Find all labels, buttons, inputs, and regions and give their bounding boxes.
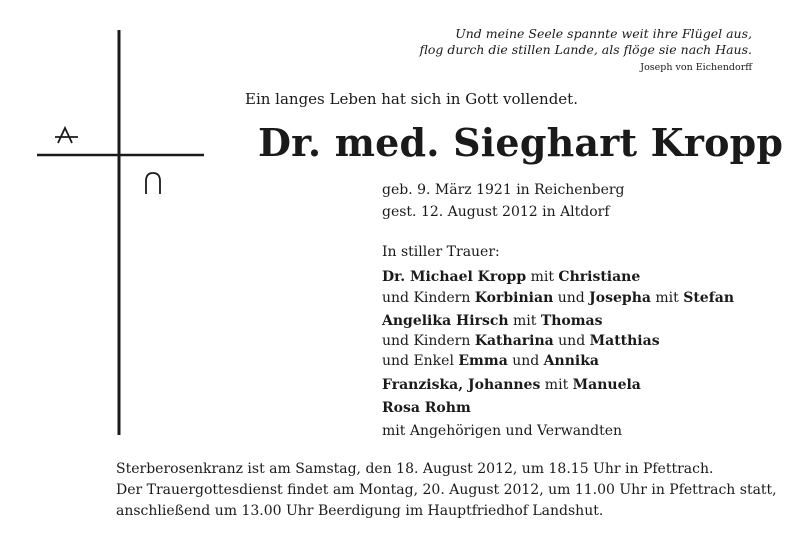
quote-author: Joseph von Eichendorff (640, 62, 752, 73)
intro-line: Ein langes Leben hat sich in Gott vollendet. (245, 90, 578, 108)
mourner-line-4: und Kindern Katharina und Matthias (382, 333, 660, 349)
mourner-line-7: Rosa Rohm (382, 400, 471, 416)
death-info: gest. 12. August 2012 in Altdorf (382, 204, 610, 220)
alpha-symbol (55, 128, 78, 143)
mourner-line-2: und Kindern Korbinian und Josepha mit Stefan (382, 290, 734, 306)
footer-line-2: Der Trauergottesdienst findet am Montag, 20. August 2012, um 11.00 Uhr in Pfettrach statt, (116, 482, 777, 498)
birth-info: geb. 9. März 1921 in Reichenberg (382, 182, 625, 198)
omega-symbol (146, 173, 160, 194)
mourner-relatives: mit Angehörigen und Verwandten (382, 423, 623, 439)
footer-line-3: anschließend um 13.00 Uhr Beerdigung im Hauptfriedhof Landshut. (116, 503, 604, 519)
quote-line-2: flog durch die stillen Lande, als flöge sie nach Haus. (419, 42, 752, 57)
mourner-line-6: Franziska, Johannes mit Manuela (382, 377, 641, 393)
deceased-name: Dr. med. Sieghart Kropp (258, 120, 784, 165)
mourners-heading: In stiller Trauer: (382, 244, 500, 260)
mourner-line-3: Angelika Hirsch mit Thomas (382, 313, 603, 329)
quote-line-1: Und meine Seele spannte weit ihre Flügel aus, (455, 26, 752, 41)
footer-line-1: Sterberosenkranz ist am Samstag, den 18. August 2012, um 18.15 Uhr in Pfettrach. (116, 461, 714, 477)
mourner-line-5: und Enkel Emma und Annika (382, 353, 599, 369)
mourner-line-1: Dr. Michael Kropp mit Christiane (382, 269, 641, 285)
